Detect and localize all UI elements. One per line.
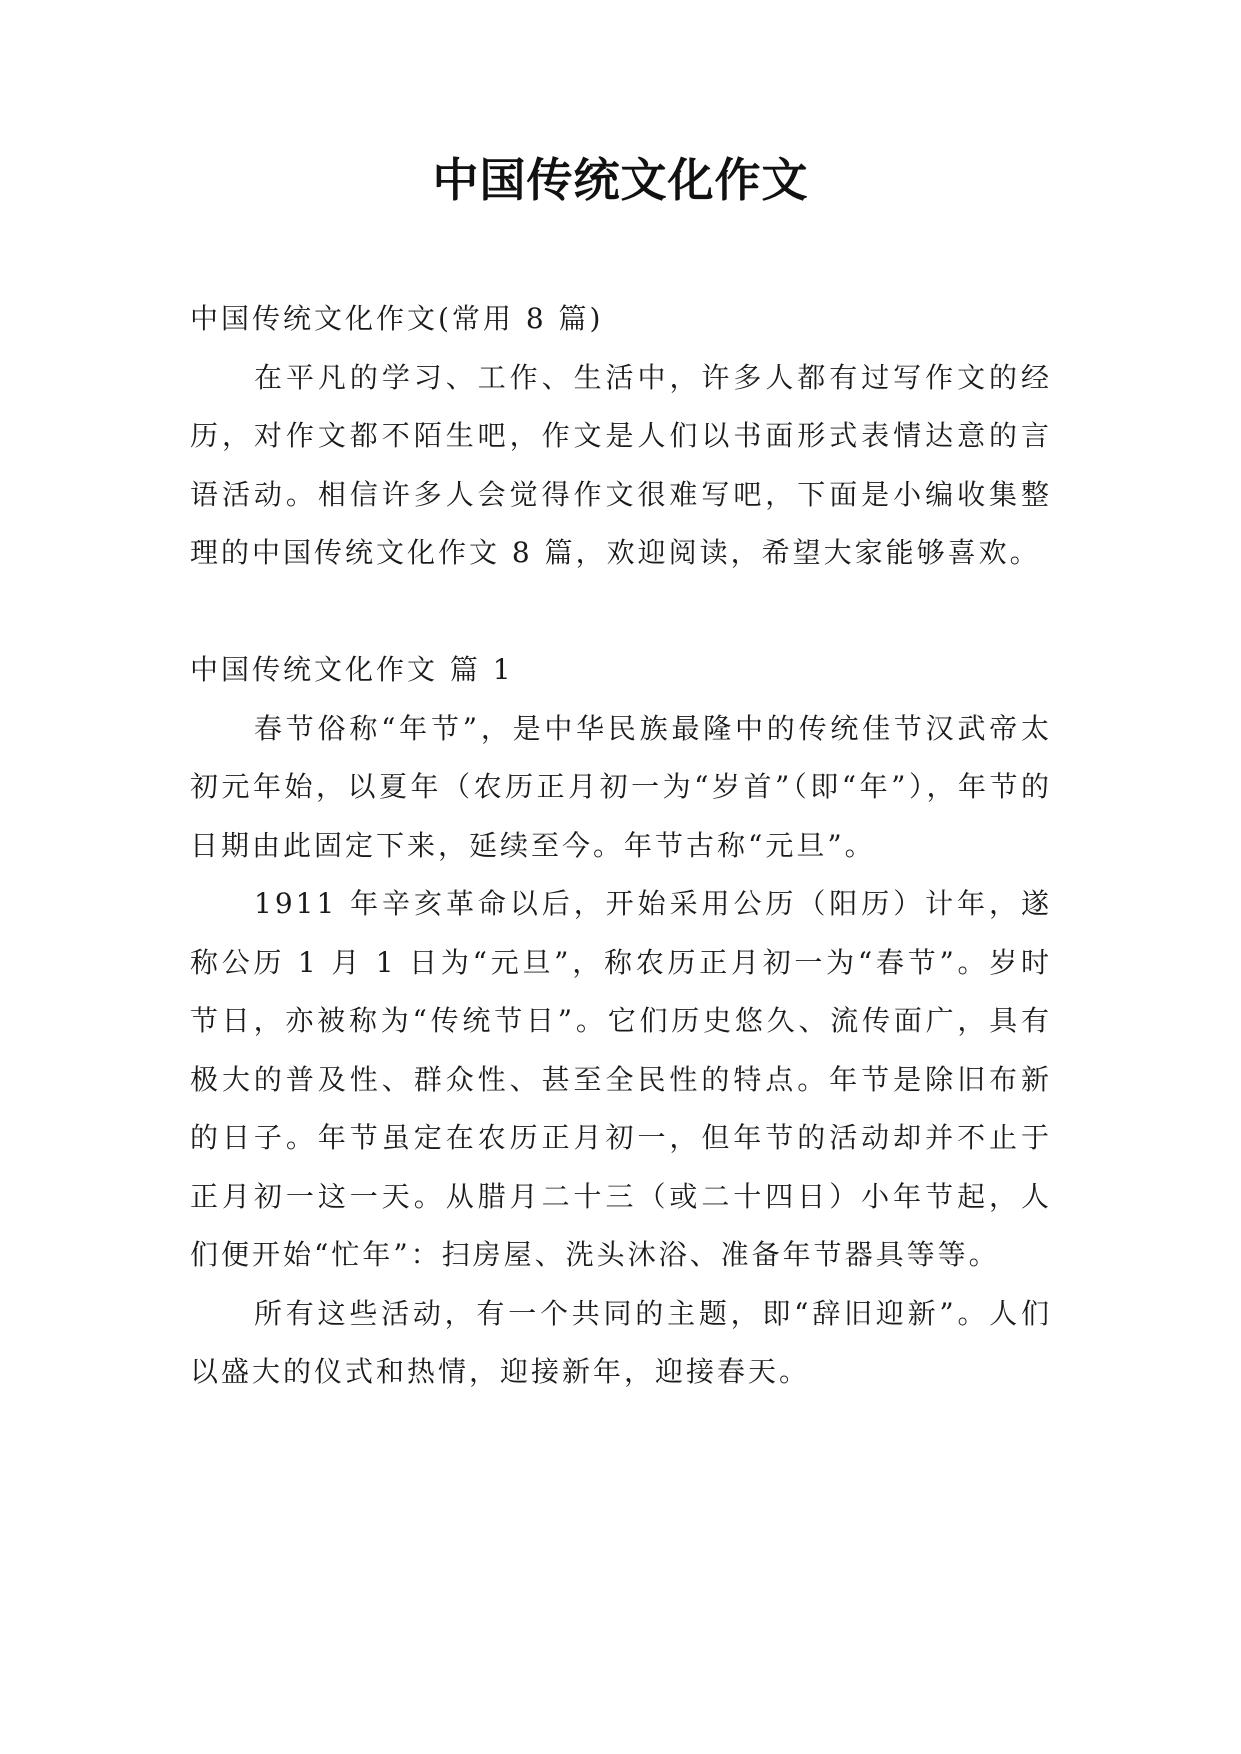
section-spacer — [190, 583, 1052, 642]
body-paragraph-3: 所有这些活动，有一个共同的主题，即“辞旧迎新”。人们以盛大的仪式和热情，迎接新年，迎接春天。 — [190, 1296, 1052, 1388]
document-body — [190, 290, 1052, 1402]
body-paragraph-2: 1911 年辛亥革命以后，开始采用公历（阳历）计年，遂称公历 1 月 1 日为“元旦”，称农历正月初一为“春节”。岁时节日，亦被称为“传统节日”。它们历史悠久、流传面广，具有极大的普及性、群众性、甚至全民性的特点。年节是除旧布新的日子。年节虽定在农历正月初一，但年节的活动却并不止于正月初一这一天。从腊月二十三（或二十四日）小年节起，人们便开始“忙年”：扫房屋、洗头沐浴、准备年节器具等等。 — [190, 887, 1052, 1271]
document-title: 中国传统文化作文 — [432, 153, 809, 207]
body-paragraph-1: 春节俗称“年节”，是中华民族最隆中的传统佳节汉武帝太初元年始，以夏年（农历正月初一为“岁首”（即“年”），年节的日期由此固定下来，延续至今。年节古称“元旦”。 — [190, 711, 1052, 862]
document-subtitle: 中国传统文化作文(常用 8 篇) — [190, 302, 604, 335]
intro-paragraph: 在平凡的学习、工作、生活中，许多人都有过写作文的经历，对作文都不陌生吧，作文是人们以书面形式表情达意的言语活动。相信许多人会觉得作文很难写吧，下面是小编收集整理的中国传统文化作文 8 篇，欢迎阅读，希望大家能够喜欢。 — [190, 360, 1052, 569]
section-heading: 中国传统文化作文 篇 1 — [190, 653, 514, 686]
